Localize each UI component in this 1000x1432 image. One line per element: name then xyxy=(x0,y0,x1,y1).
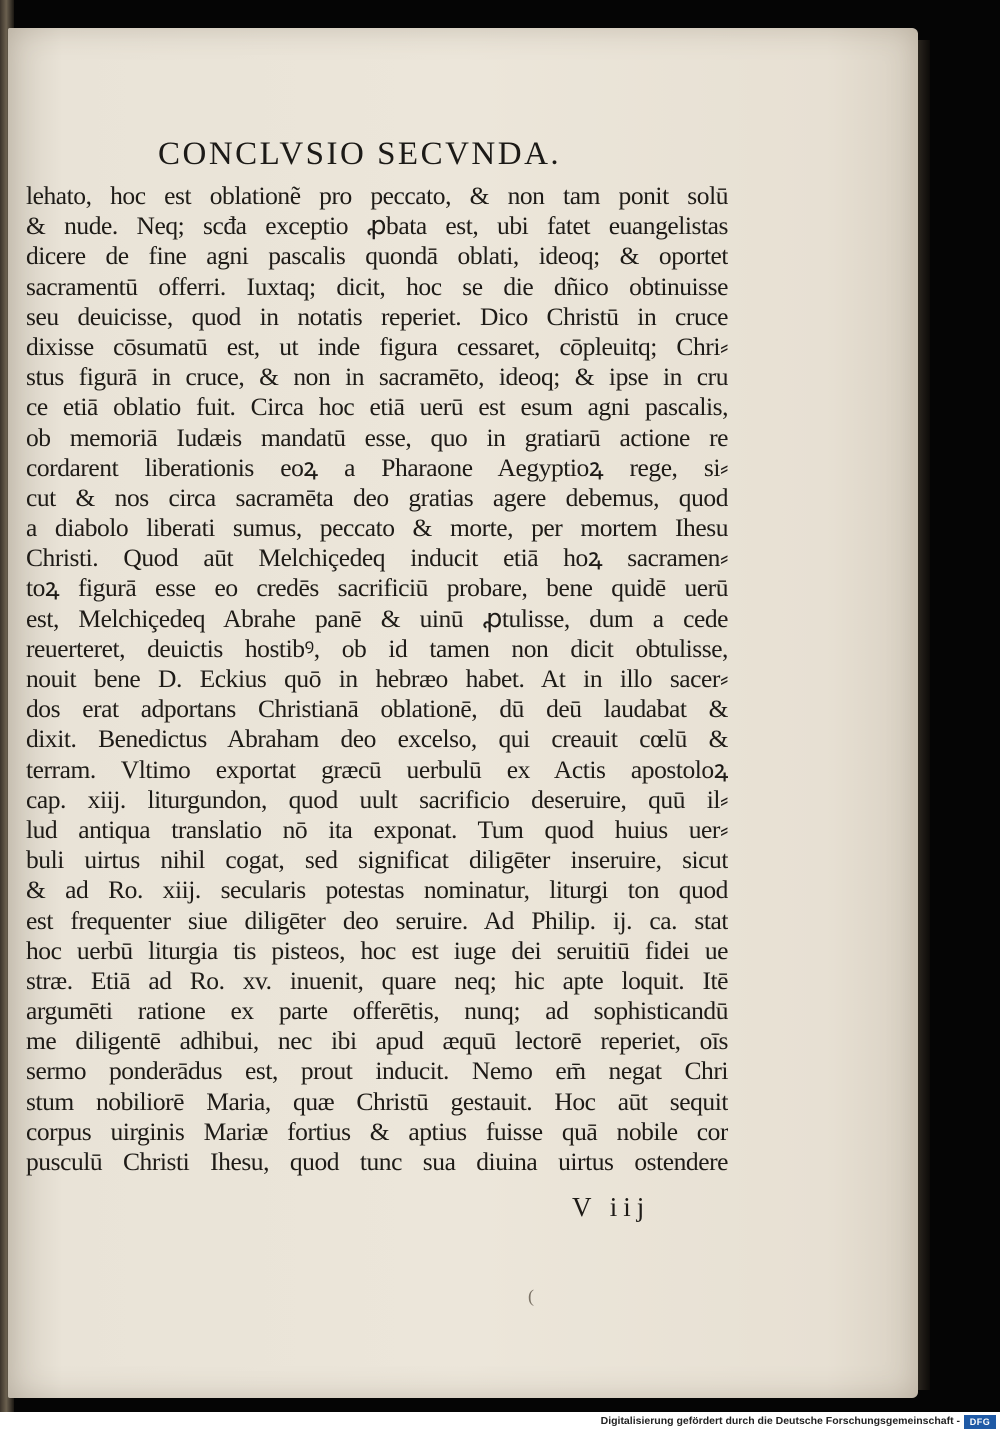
text-line: cut & nos circa sacramēta deo gratias agere debemus, quod xyxy=(26,482,728,512)
text-line: pusculū Christi Ihesu, quod tunc sua diuina uirtus ostendere xyxy=(26,1147,728,1176)
text-line: nouit bene D. Eckius quō in hebræo habet. At in illo sacer⸗ xyxy=(26,664,728,693)
footer-bar xyxy=(0,1412,1000,1432)
text-line: terram. Vltimo exportat græcū uerbulū ex Actis apostoloꝝ xyxy=(26,754,728,784)
text-line: lud antiqua translatio nō ita exponat. Tum quod huius uer⸗ xyxy=(26,814,728,844)
text-line: reuerteret, deuictis hostibꝰ, ob id tamen non dicit obtulisse, xyxy=(26,633,728,663)
text-line: dicere de fine agni pascalis quondā oblati, ideoq; & oportet xyxy=(26,241,728,271)
text-line: dixisse cōsumatū est, ut inde figura cessaret, cōpleuitq; Chri⸗ xyxy=(26,331,728,361)
book-page xyxy=(8,28,918,1398)
text-line: corpus uirginis Mariæ fortius & aptius fuisse quā nobile cor xyxy=(26,1116,728,1146)
text-line: cap. xiij. liturgundon, quod uult sacrificio deseruire, quū il⸗ xyxy=(26,784,728,814)
text-line: lehato, hoc est oblationẽ pro peccato, & non tam ponit solū xyxy=(26,181,728,210)
text-line: sermo ponderādus est, prout inducit. Nemo em̄ negat Chri xyxy=(26,1056,728,1086)
signature-mark: V iij xyxy=(572,1192,651,1222)
text-line: buli uirtus nihil cogat, sed significat diligēter inseruire, sicut xyxy=(26,845,728,875)
text-line: dixit. Benedictus Abraham deo excelso, qui creauit cœlū & xyxy=(26,724,728,754)
text-line: seu deuicisse, quod in notatis reperiet. Dico Christū in cruce xyxy=(26,301,728,331)
text-line: stum nobiliorē Maria, quæ Christū gestauit. Hoc aūt sequit xyxy=(26,1086,728,1116)
text-line: & nude. Neq; scđa exceptio ꝓbata est, ubi fatet euangelistas xyxy=(26,211,728,241)
stray-ink-mark: ( xyxy=(528,1286,534,1306)
text-line: stræ. Etiā ad Ro. xv. inuenit, quare neq; hic apte loquit. Itē xyxy=(26,965,728,995)
body-text xyxy=(26,181,728,1177)
dfg-logo-icon: DFG xyxy=(964,1415,996,1429)
text-line: est frequenter siue diligēter deo seruire. Ad Philip. ij. ca. stat xyxy=(26,905,728,935)
text-line: hoc uerbū liturgia tis pisteos, hoc est iuge dei seruitiū fidei ue xyxy=(26,935,728,965)
text-line: & ad Ro. xiij. secularis potestas nominatur, liturgi ton quod xyxy=(26,875,728,905)
text-line: me diligentē adhibui, nec ibi apud æquū lectorē reperiet, oīs xyxy=(26,1026,728,1056)
text-line: sacramentū offerri. Iuxtaq; dicit, hoc se die dñico obtinuisse xyxy=(26,271,728,301)
text-line: a diabolo liberati sumus, peccato & morte, per mortem Ihesu xyxy=(26,513,728,543)
text-line: stus figurā in cruce, & non in sacramēto, ideoq; & ipse in cru xyxy=(26,362,728,392)
text-line: ob memoriā Iudæis mandatū esse, quo in gratiarū actione re xyxy=(26,422,728,452)
page-edge-shadow xyxy=(918,40,930,1390)
footer-credit: Digitalisierung gefördert durch die Deutsche Forschungsgemeinschaft - xyxy=(600,1415,960,1427)
text-line: argumēti ratione ex parte offerētis, nunq; ad sophisticandū xyxy=(26,996,728,1026)
text-line: ce etiā oblatio fuit. Circa hoc etiā uerū est esum agni pascalis, xyxy=(26,392,728,422)
text-line: dos erat adportans Christianā oblationē, dū deū laudabat & xyxy=(26,694,728,724)
running-head: CONCLVSIO SECVNDA. xyxy=(158,136,562,172)
text-line: Christi. Quod aūt Melchiçedeq inducit etiā hoꝝ sacramen⸗ xyxy=(26,543,728,573)
text-line: est, Melchiçedeq Abrahe panē & uinū ꝓtulisse, dum a cede xyxy=(26,603,728,633)
text-line: toꝝ figurā esse eo credēs sacrificiū probare, bene quidē uerū xyxy=(26,573,728,603)
text-line: cordarent liberationis eoꝝ a Pharaone Aegyptioꝝ rege, si⸗ xyxy=(26,452,728,482)
